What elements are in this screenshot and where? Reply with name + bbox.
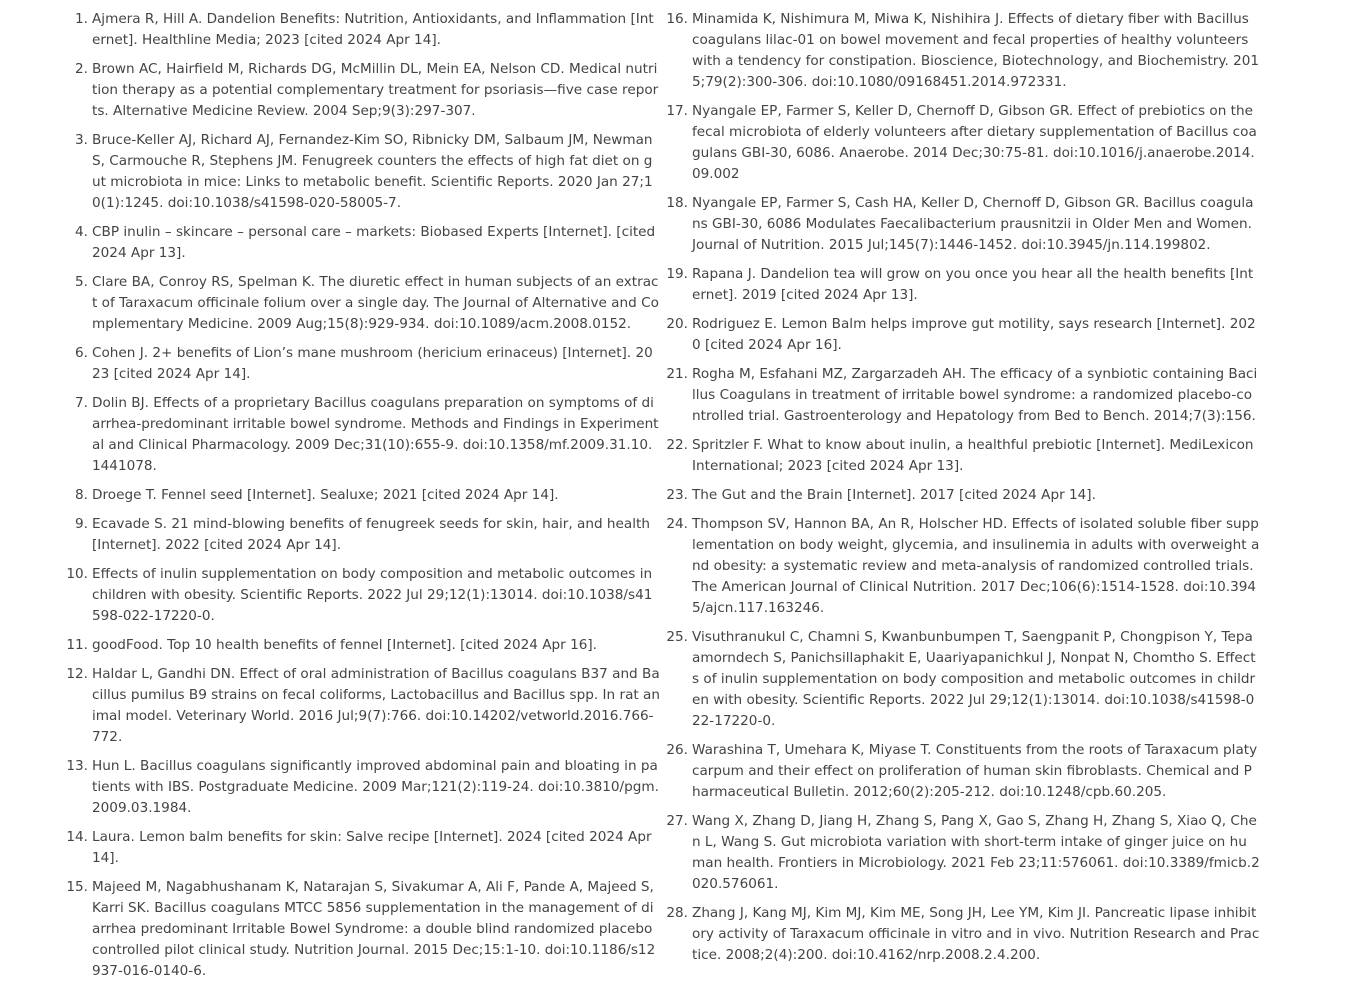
reference-text: The Gut and the Brain [Internet]. 2017 [cited 2024 Apr 14]. xyxy=(692,487,1096,503)
reference-text: Effects of inulin supplementation on body composition and metabolic outcomes in children with obesity. Scientific Reports. 2022 Jul 29;12(1):13014. doi:10.1038/s41598-022-17220-0. xyxy=(92,566,653,624)
reference-text: Ajmera R, Hill A. Dandelion Benefits: Nutrition, Antioxidants, and Inflammation [Internet]. Healthline Media; 2023 [cited 2024 Apr 14]. xyxy=(92,11,654,48)
reference-number: 24. xyxy=(666,516,688,532)
reference-number: 14. xyxy=(66,829,88,845)
reference-item xyxy=(0,272,660,335)
reference-number: 11. xyxy=(66,637,88,653)
reference-text: Wang X, Zhang D, Jiang H, Zhang S, Pang X, Gao S, Zhang H, Zhang S, Xiao Q, Chen L, Wang S. Gut microbiota variation with short-term intake of ginger juice on human health. Frontiers in Microbiology. 2021 Feb 23;11:576061. doi:10.3389/fmicb.2020.576061. xyxy=(692,813,1260,892)
references-column-left xyxy=(0,9,660,990)
reference-item xyxy=(600,740,1260,803)
reference-text: Clare BA, Conroy RS, Spelman K. The diuretic effect in human subjects of an extract of Taraxacum officinale folium over a single day. The Journal of Alternative and Complementary Medicine. 2009 Aug;15(8):929-934. doi:10.1089/acm.2008.0152. xyxy=(92,274,659,332)
reference-text: Nyangale EP, Farmer S, Cash HA, Keller D, Chernoff D, Gibson GR. Bacillus coagulans GBI-30, 6086 Modulates Faecalibacterium prausnitzii in Older Men and Women. Journal of Nutrition. 2015 Jul;145(7):1446-1452. doi:10.3945/jn.114.199802. xyxy=(692,195,1254,253)
reference-item xyxy=(0,877,660,982)
reference-item xyxy=(600,364,1260,427)
reference-text: Warashina T, Umehara K, Miyase T. Constituents from the roots of Taraxacum platycarpum and their effect on proliferation of human skin fibroblasts. Chemical and Pharmaceutical Bulletin. 2012;60(2):205-212. doi:10.1248/cpb.60.205. xyxy=(692,742,1258,800)
reference-number: 9. xyxy=(75,516,88,532)
reference-item xyxy=(0,222,660,264)
reference-number: 17. xyxy=(666,103,688,119)
reference-number: 5. xyxy=(75,274,88,290)
reference-text: goodFood. Top 10 health benefits of fennel [Internet]. [cited 2024 Apr 16]. xyxy=(92,637,597,653)
reference-number: 6. xyxy=(75,345,88,361)
reference-text: Brown AC, Hairfield M, Richards DG, McMillin DL, Mein EA, Nelson CD. Medical nutrition therapy as a potential complementary treatment for psoriasis—five case reports. Alternative Medicine Review. 2004 Sep;9(3):297-307. xyxy=(92,61,659,119)
reference-text: Rodriguez E. Lemon Balm helps improve gut motility, says research [Internet]. 2020 [cited 2024 Apr 16]. xyxy=(692,316,1256,353)
reference-text: Ecavade S. 21 mind-blowing benefits of fenugreek seeds for skin, hair, and health [Internet]. 2022 [cited 2024 Apr 14]. xyxy=(92,516,650,553)
reference-text: Droege T. Fennel seed [Internet]. Sealuxe; 2021 [cited 2024 Apr 14]. xyxy=(92,487,559,503)
reference-number: 13. xyxy=(66,758,88,774)
reference-item xyxy=(600,514,1260,619)
reference-number: 26. xyxy=(666,742,688,758)
reference-text: CBP inulin – skincare – personal care – markets: Biobased Experts [Internet]. [cited 2024 Apr 13]. xyxy=(92,224,656,261)
reference-number: 3. xyxy=(75,132,88,148)
reference-text: Zhang J, Kang MJ, Kim MJ, Kim ME, Song JH, Lee YM, Kim JI. Pancreatic lipase inhibitory activity of Taraxacum officinale in vitro and in vivo. Nutrition Research and Practice. 2008;2(4):200. doi:10.4162/nrp.2008.2.4.200. xyxy=(692,905,1260,963)
reference-number: 8. xyxy=(75,487,88,503)
reference-item xyxy=(0,343,660,385)
reference-text: Majeed M, Nagabhushanam K, Natarajan S, Sivakumar A, Ali F, Pande A, Majeed S, Karri SK. Bacillus coagulans MTCC 5856 supplementation in the management of diarrhea predominant Irritable Bowel Syndrome: a double blind randomized placebo controlled pilot clinical study. Nutrition Journal. 2015 Dec;15:1-10. doi:10.1186/s12937-016-0140-6. xyxy=(92,879,656,979)
reference-number: 21. xyxy=(666,366,688,382)
reference-number: 25. xyxy=(666,629,688,645)
reference-item xyxy=(0,130,660,214)
reference-item xyxy=(600,264,1260,306)
reference-number: 12. xyxy=(66,666,88,682)
reference-text: Spritzler F. What to know about inulin, a healthful prebiotic [Internet]. MediLexicon International; 2023 [cited 2024 Apr 13]. xyxy=(692,437,1254,474)
reference-item xyxy=(0,635,660,656)
reference-item xyxy=(0,59,660,122)
reference-item xyxy=(0,514,660,556)
reference-item xyxy=(0,564,660,627)
reference-item xyxy=(0,664,660,748)
reference-number: 2. xyxy=(75,61,88,77)
reference-number: 15. xyxy=(66,879,88,895)
reference-number: 1. xyxy=(75,11,88,27)
reference-item xyxy=(0,393,660,477)
reference-number: 16. xyxy=(666,11,688,27)
reference-item xyxy=(600,193,1260,256)
reference-item xyxy=(600,101,1260,185)
reference-text: Haldar L, Gandhi DN. Effect of oral administration of Bacillus coagulans B37 and Bacillus pumilus B9 strains on fecal coliforms, Lactobacillus and Bacillus spp. In rat animal model. Veterinary World. 2016 Jul;9(7):766. doi:10.14202/vetworld.2016.766-772. xyxy=(92,666,660,745)
reference-item xyxy=(600,314,1260,356)
reference-item xyxy=(600,9,1260,93)
reference-number: 28. xyxy=(666,905,688,921)
reference-number: 23. xyxy=(666,487,688,503)
reference-number: 7. xyxy=(75,395,88,411)
reference-number: 27. xyxy=(666,813,688,829)
reference-text: Cohen J. 2+ benefits of Lion’s mane mushroom (hericium erinaceus) [Internet]. 2023 [cited 2024 Apr 14]. xyxy=(92,345,653,382)
reference-text: Laura. Lemon balm benefits for skin: Salve recipe [Internet]. 2024 [cited 2024 Apr 14]. xyxy=(92,829,652,866)
reference-item xyxy=(0,827,660,869)
reference-number: 4. xyxy=(75,224,88,240)
reference-item xyxy=(600,485,1260,506)
reference-text: Visuthranukul C, Chamni S, Kwanbunbumpen T, Saengpanit P, Chongpison Y, Tepaamorndech S, Panichsillaphakit E, Uaariyapanichkul J, Nonpat N, Chomtho S. Effects of inulin supplementation on body composition and metabolic outcomes in children with obesity. Scientific Reports. 2022 Jul 29;12(1):13014. doi:10.1038/s41598-022-17220-0. xyxy=(692,629,1256,729)
reference-number: 20. xyxy=(666,316,688,332)
references-column-right xyxy=(600,9,1260,974)
reference-text: Rapana J. Dandelion tea will grow on you once you hear all the health benefits [Internet]. 2019 [cited 2024 Apr 13]. xyxy=(692,266,1254,303)
reference-text: Bruce-Keller AJ, Richard AJ, Fernandez-Kim SO, Ribnicky DM, Salbaum JM, Newman S, Carmouche R, Stephens JM. Fenugreek counters the effects of high fat diet on gut microbiota in mice: Links to metabolic benefit. Scientific Reports. 2020 Jan 27;10(1):1245. doi:10.1038/s41598-020-58005-7. xyxy=(92,132,653,211)
reference-text: Nyangale EP, Farmer S, Keller D, Chernoff D, Gibson GR. Effect of prebiotics on the fecal microbiota of elderly volunteers after dietary supplementation of Bacillus coagulans GBI-30, 6086. Anaerobe. 2014 Dec;30:75-81. doi:10.1016/j.anaerobe.2014.09.002 xyxy=(692,103,1257,182)
reference-item xyxy=(600,811,1260,895)
reference-number: 19. xyxy=(666,266,688,282)
reference-text: Dolin BJ. Effects of a proprietary Bacillus coagulans preparation on symptoms of diarrhea-predominant irritable bowel syndrome. Methods and Findings in Experimental and Clinical Pharmacology. 2009 Dec;31(10):655-9. doi:10.1358/mf.2009.31.10.1441078. xyxy=(92,395,659,474)
reference-item xyxy=(600,903,1260,966)
reference-item xyxy=(600,627,1260,732)
reference-item xyxy=(0,9,660,51)
reference-text: Rogha M, Esfahani MZ, Zargarzadeh AH. The efficacy of a synbiotic containing Bacillus Coagulans in treatment of irritable bowel syndrome: a randomized placebo-controlled trial. Gastroenterology and Hepatology from Bed to Bench. 2014;7(3):156. xyxy=(692,366,1258,424)
reference-item xyxy=(600,435,1260,477)
reference-number: 22. xyxy=(666,437,688,453)
reference-number: 18. xyxy=(666,195,688,211)
reference-text: Minamida K, Nishimura M, Miwa K, Nishihira J. Effects of dietary fiber with Bacillus coagulans lilac-01 on bowel movement and fecal properties of healthy volunteers with a tendency for constipation. Bioscience, Biotechnology, and Biochemistry. 2015;79(2):300-306. doi:10.1080/09168451.2014.972331. xyxy=(692,11,1260,90)
reference-text: Thompson SV, Hannon BA, An R, Holscher HD. Effects of isolated soluble fiber supplementation on body weight, glycemia, and insulinemia in adults with overweight and obesity: a systematic review and meta-analysis of randomized controlled trials. The American Journal of Clinical Nutrition. 2017 Dec;106(6):1514-1528. doi:10.3945/ajcn.117.163246. xyxy=(692,516,1260,616)
reference-item xyxy=(0,756,660,819)
reference-number: 10. xyxy=(66,566,88,582)
reference-text: Hun L. Bacillus coagulans significantly improved abdominal pain and bloating in patients with IBS. Postgraduate Medicine. 2009 Mar;121(2):119-24. doi:10.3810/pgm.2009.03.1984. xyxy=(92,758,659,816)
reference-item xyxy=(0,485,660,506)
